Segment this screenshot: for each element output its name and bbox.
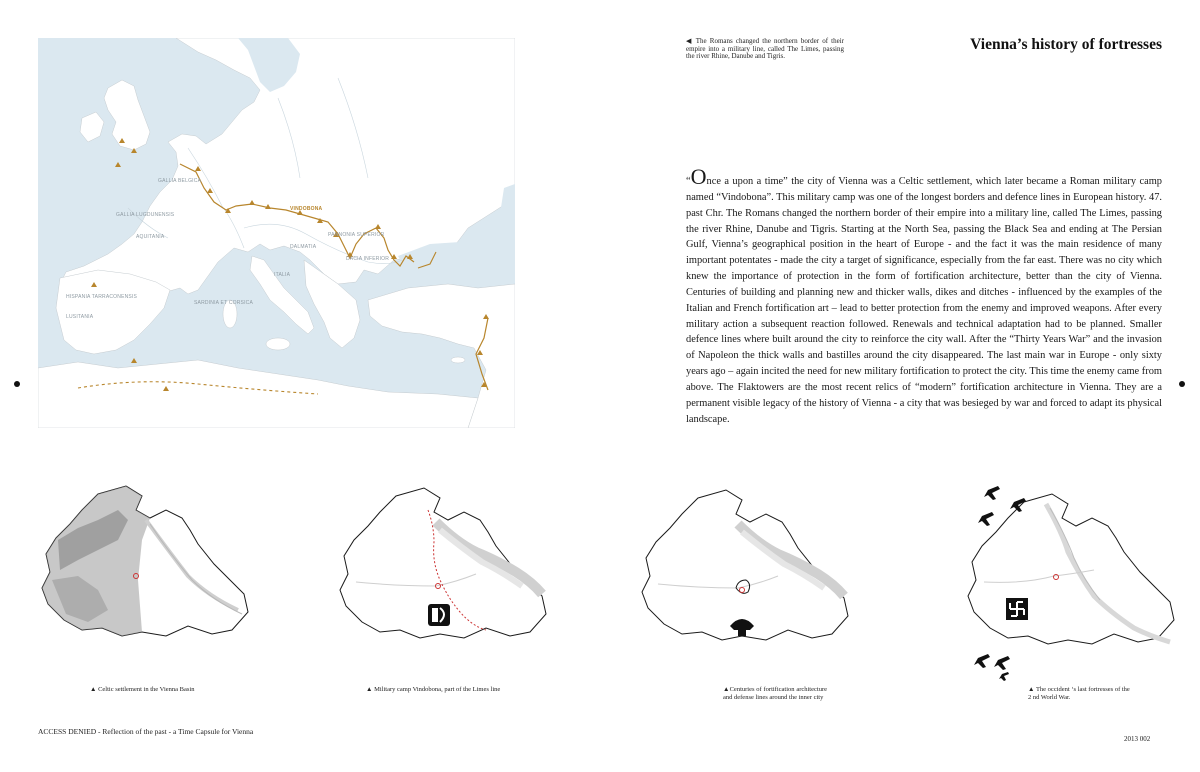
up-triangle-icon: ▲ xyxy=(90,686,97,693)
vienna-map-centuries xyxy=(638,484,850,646)
up-triangle-icon: ▲ xyxy=(1028,686,1035,693)
roman-helmet-icon xyxy=(428,604,450,626)
map-label-italia: ITALIA xyxy=(274,272,291,278)
map-label-dacia: DACIA INFERIOR xyxy=(346,256,390,262)
vienna-map-vindobona xyxy=(336,482,548,644)
swastika-emblem-icon xyxy=(1006,598,1028,620)
dropcap-letter: O xyxy=(690,164,707,189)
map-label-lusitania: LUSITANIA xyxy=(66,314,94,320)
map-label-gallia-belgica: GALLIA BELGICA xyxy=(158,178,202,184)
map-label-gallia-lugdunensis: GALLIA LUGDUNENSIS xyxy=(116,212,175,218)
map-caption: ◀ The Romans changed the northern border of their empire into a military line, called The Limes, passing the river Rhine, Danube and Tigris. xyxy=(686,37,844,61)
map-label-dalmatia: DALMATIA xyxy=(290,244,317,250)
body-text xyxy=(686,164,1162,428)
caption-military-camp: ▲ Military camp Vindobona, part of the Limes line xyxy=(366,686,501,693)
caption-centuries: ▲Centuries of fortification architecture and defense lines around the inner city xyxy=(723,686,827,701)
map-label-vindobona: VINDOBONA xyxy=(290,206,323,212)
body-paragraph: nce a upon a time” the city of Vienna was a Celtic settlement, which later became a Roman military camp named “Vindobona”. This military camp was one of the longest borders and defence lines in European history. 47. past Chr. The Romans changed the northern border of their empire into a military line, called The Limes, passing the river Rhine, Danube and Tigris. Starting at the North Sea, passing the Black Sea and ending at The Persian Gulf, Vienna’s geographical position in the heart of Europe - and the fact it was the main residence of many important potentates - made the city a target of significance, especially from the far east. There was no city which knew the importance of protection in the form of fortification architecture, better than the city of Vienna. Centuries of building and planning new and thicker walls, dikes and ditches - influenced by the examples of the Italian and French fortification art – lead to better protection from the enemy and improved weapons. After every military action a subsequent reaction followed. Renewals and technical adaptation had to be planned. Smaller defence lines where built around the city to reinforce the city wall. After the “Thirty Years War” and the invasion of Napoleon the thick walls and bastilles around the city disappeared. The last main war in Europe - only sixty years ago – again incited the need for new military fortification to protect the city. This time the enemy came from above. The Flaktowers are the most recent relics of “modern” fortification architecture in Vienna. They are a permanent visible legacy of the history of Vienna - a city that was besieged by war and forced to adapt its physical landscape. xyxy=(686,176,1162,425)
page-number: 2013 002 xyxy=(1124,735,1151,743)
caption-celtic: ▲ Celtic settlement in the Vienna Basin xyxy=(90,686,195,693)
left-triangle-icon: ◀ xyxy=(686,37,696,45)
vienna-map-celtic xyxy=(38,480,250,642)
europe-map-graphic xyxy=(38,38,515,428)
dropcap-quote: “ xyxy=(686,176,691,187)
map-label-aquitania: AQUITANIA xyxy=(136,234,165,240)
caption-occident: ▲ The occident ‘s last fortresses of the 2 nd World War. xyxy=(1028,686,1130,701)
up-triangle-icon: ▲ xyxy=(723,686,730,693)
vienna-map-ww2 xyxy=(944,472,1180,684)
up-triangle-icon: ▲ xyxy=(366,686,373,693)
page-title: Vienna’s history of fortresses xyxy=(970,36,1162,53)
map-label-hispania: HISPANIA TARRACONENSIS xyxy=(66,294,138,300)
map-label-pannonia: PANNONIA SUPERIOR xyxy=(328,232,385,238)
footer-title: ACCESS DENIED - Reflection of the past - a Time Capsule for Vienna xyxy=(38,727,254,736)
roman-limes-map xyxy=(38,38,515,428)
map-label-sardinia: SARDINIA ET CORSICA xyxy=(194,300,253,306)
page-bullet-left xyxy=(14,381,20,387)
page-bullet-right xyxy=(1179,381,1185,387)
